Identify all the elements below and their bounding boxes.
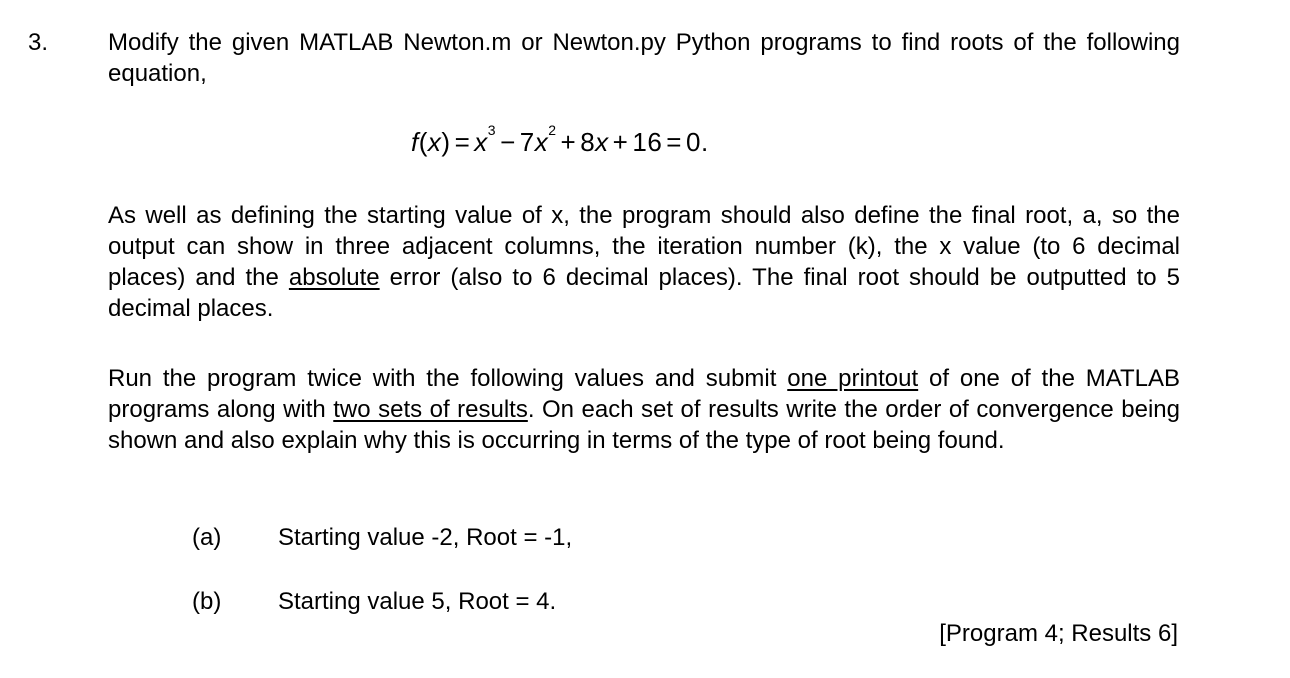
eq-close: ): [441, 127, 451, 157]
eq-term1-exp: 3: [487, 122, 497, 138]
eq-minus: −: [500, 127, 516, 157]
p3-underlined-two-sets: two sets of results: [333, 396, 528, 423]
eq-equals-2: =: [666, 127, 682, 157]
eq-term3-coef: 8: [580, 127, 596, 157]
eq-plus-1: +: [560, 127, 577, 157]
equation: [411, 122, 709, 158]
eq-term4-const: 16: [632, 127, 663, 157]
marks-allocation: [Program 4; Results 6]: [939, 620, 1178, 647]
p2-underlined-absolute: absolute: [288, 264, 380, 291]
paragraph-run-instructions: [108, 363, 1180, 456]
p3-text-2: of one of the MATLAB programs along with: [108, 365, 1180, 423]
eq-var: x: [427, 127, 442, 157]
p3-text-3: . On each set of results write the order of convergence being shown and also explain why this is occurring in terms of the type of root being found.: [108, 396, 1180, 454]
eq-equals-1: =: [454, 127, 471, 157]
eq-term2-coef: 7: [519, 127, 535, 157]
p3-underlined-one-printout: one printout: [787, 365, 919, 392]
p2-text-2: error (also to 6 decimal places). The final root should be outputted to 5 decimal places.: [108, 264, 1180, 322]
item-text: Starting value -2, Root = -1,: [278, 524, 573, 551]
eq-end: .: [700, 127, 709, 157]
eq-term3-var: x: [595, 127, 609, 157]
paragraph-output-spec: [108, 200, 1180, 324]
question-number: 3.: [28, 29, 49, 56]
item-label: (b): [192, 588, 222, 615]
p3-text-1: Run the program twice with the following values and submit: [108, 365, 788, 392]
eq-plus-2: +: [612, 127, 629, 157]
item-label: (a): [192, 524, 222, 551]
eq-open: (: [418, 127, 428, 157]
eq-rhs: 0: [685, 127, 701, 157]
list-item: [192, 586, 556, 617]
eq-term1-var: x: [474, 127, 488, 157]
question-intro: Modify the given MATLAB Newton.m or Newton.py Python programs to find roots of the following equation,: [108, 29, 1180, 87]
eq-func: f: [411, 127, 419, 157]
eq-term2-var: x: [534, 127, 549, 157]
p2-text-1: As well as defining the starting value of x, the program should also define the final root, a, so the output can show in three adjacent columns, the iteration number (k), the x value (to 6 decimal places) and the: [108, 202, 1180, 291]
item-text: Starting value 5, Root = 4.: [278, 588, 557, 615]
eq-term2-exp: 2: [548, 122, 557, 138]
list-item: [192, 522, 572, 553]
